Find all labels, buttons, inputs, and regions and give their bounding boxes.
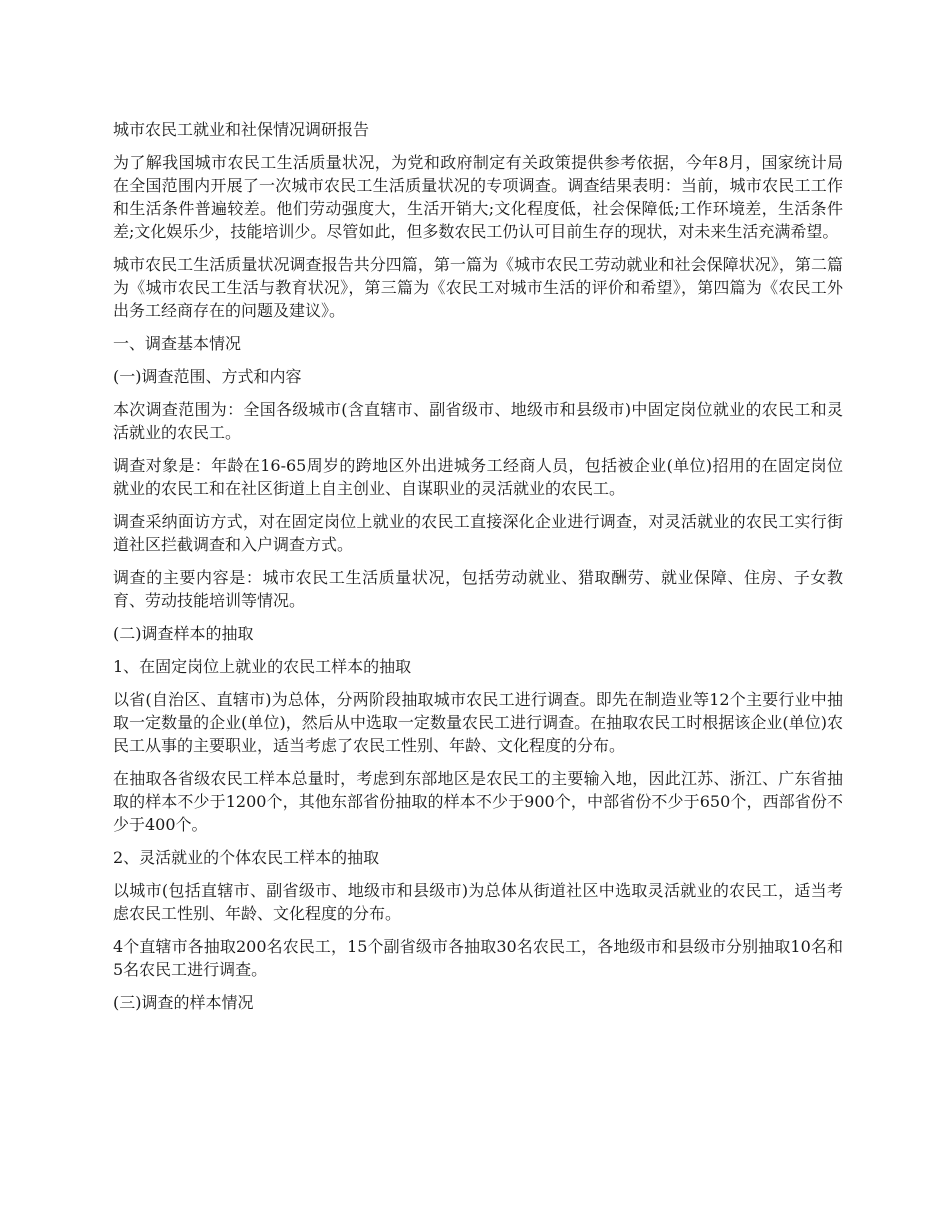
- content-paragraph: 调查的主要内容是：城市农民工生活质量状况，包括劳动就业、猎取酬劳、就业保障、住房、子女教育、劳动技能培训等情况。: [113, 568, 843, 610]
- sampling-paragraph-1: 以省(自治区、直辖市)为总体，分两阶段抽取城市农民工进行调查。即先在制造业等12个主要行业中抽取一定数量的企业(单位)，然后从中选取一定数量农民工进行调查。在抽取农民工时根据该企业(单位)农民工从事的主要职业，适当考虑了农民工性别、年龄、文化程度的分布。: [113, 690, 843, 755]
- intro-paragraph: 为了解我国城市农民工生活质量状况，为党和政府制定有关政策提供参考依据，今年8月，国家统计局在全国范围内开展了一次城市农民工生活质量状况的专项调查。调查结果表明：当前，城市农民工工作和生活条件普遍较差。他们劳动强度大，生活开销大;文化程度低，社会保障低;工作环境差，生活条件差;文化娱乐少，技能培训少。尽管如此，但多数农民工仍认可目前生存的现状，对未来生活充满希望。: [113, 153, 843, 241]
- scope-paragraph: 本次调查范围为：全国各级城市(含直辖市、副省级市、地级市和县级市)中固定岗位就业的农民工和灵活就业的农民工。: [113, 400, 843, 442]
- sampling-paragraph-2: 在抽取各省级农民工样本总量时，考虑到东部地区是农民工的主要输入地，因此江苏、浙江、广东省抽取的样本不少于1200个，其他东部省份抽取的样本不少于900个，中部省份不少于650个，西部省份不少于400个。: [113, 769, 843, 834]
- subsection-heading-1: (一)调查范围、方式和内容: [113, 367, 302, 386]
- structure-paragraph: 城市农民工生活质量状况调查报告共分四篇，第一篇为《城市农民工劳动就业和社会保障状况》，第二篇为《城市农民工生活与教育状况》，第三篇为《农民工对城市生活的评价和希望》，第四篇为《农民工外出务工经商存在的问题及建议》。: [113, 255, 843, 320]
- document-page: [113, 118, 843, 1024]
- item-heading-1: 1、在固定岗位上就业的农民工样本的抽取: [113, 657, 412, 676]
- subsection-heading-3: (三)调查的样本情况: [113, 993, 254, 1012]
- document-title: 城市农民工就业和社保情况调研报告: [113, 120, 370, 139]
- subsection-heading-2: (二)调查样本的抽取: [113, 624, 254, 643]
- item-heading-2: 2、灵活就业的个体农民工样本的抽取: [113, 848, 380, 867]
- sampling-paragraph-3: 以城市(包括直辖市、副省级市、地级市和县级市)为总体从街道社区中选取灵活就业的农民工，适当考虑农民工性别、年龄、文化程度的分布。: [113, 881, 843, 923]
- method-paragraph: 调查采纳面访方式，对在固定岗位上就业的农民工直接深化企业进行调查，对灵活就业的农民工实行街道社区拦截调查和入户调查方式。: [113, 512, 843, 554]
- target-paragraph: 调查对象是：年龄在16-65周岁的跨地区外出进城务工经商人员，包括被企业(单位)招用的在固定岗位就业的农民工和在社区街道上自主创业、自谋职业的灵活就业的农民工。: [113, 456, 843, 498]
- sampling-paragraph-4: 4个直辖市各抽取200名农民工，15个副省级市各抽取30名农民工，各地级市和县级市分别抽取10名和5名农民工进行调查。: [113, 937, 843, 979]
- section-heading-1: 一、调查基本情况: [113, 334, 242, 353]
